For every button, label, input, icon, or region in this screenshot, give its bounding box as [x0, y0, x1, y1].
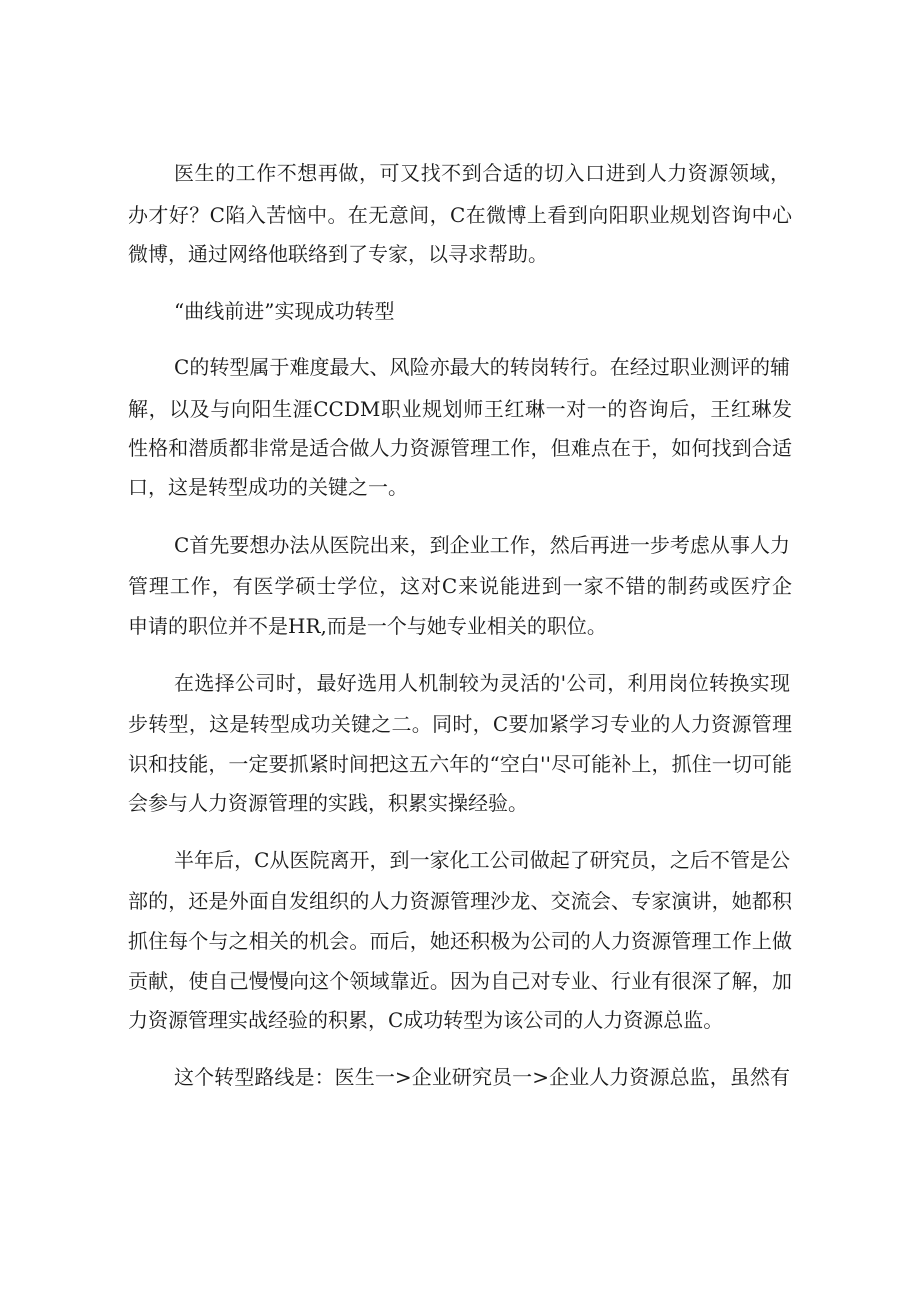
section-heading: “曲线前进”实现成功转型: [174, 299, 395, 323]
paragraph-5-line-2: 部的，还是外面自发组织的人力资源管理沙龙、交流会、专家演讲，她都积: [128, 889, 792, 913]
paragraph-2-line-2: 解，以及与向阳生涯CCDM职业规划师王红琳一对一的咨询后，王红琳发: [128, 397, 792, 421]
paragraph-4-line-3: 识和技能，一定要抓紧时间把这五六年的“空白''尽可能补上，抓住一切可能: [128, 752, 792, 776]
paragraph-2-line-3: 性格和潜质都非常是适合做人力资源管理工作，但难点在于，如何找到合适: [128, 436, 792, 460]
paragraph-1-line-3: 微博，通过网络他联络到了专家，以寻求帮助。: [128, 242, 548, 266]
paragraph-5-line-5: 力资源管理实战经验的积累，C成功转型为该公司的人力资源总监。: [128, 1008, 724, 1032]
paragraph-2-line-4: 口，这是转型成功的关键之一。: [128, 475, 408, 499]
paragraph-5-line-4: 贡献，使自己慢慢向这个领域靠近。因为自己对专业、行业有很深了解，加: [128, 969, 792, 993]
paragraph-1-line-1: 医生的工作不想再做，可又找不到合适的切入口进到人力资源领域，: [174, 161, 790, 185]
paragraph-5-line-1: 半年后，C从医院离开，到一家化工公司做起了研究员，之后不管是公: [174, 848, 790, 872]
paragraph-1-line-2: 办才好？C陷入苦恼中。在无意间，C在微博上看到向阳职业规划咨询中心: [128, 203, 792, 227]
paragraph-6-line-1: 这个转型路线是：医生一>企业研究员一>企业人力资源总监，虽然有: [174, 1065, 790, 1089]
paragraph-5-line-3: 抓住每个与之相关的机会。而后，她还积极为公司的人力资源管理工作上做: [128, 929, 792, 953]
paragraph-4-line-4: 会参与人力资源管理的实践，积累实操经验。: [128, 791, 528, 815]
paragraph-3-line-2: 管理工作，有医学硕士学位，这对C来说能进到一家不错的制药或医疗企: [128, 574, 792, 598]
paragraph-4-line-1: 在选择公司时，最好选用人机制较为灵活的'公司，利用岗位转换实现: [174, 671, 790, 695]
paragraph-3-line-1: C首先要想办法从医院出来，到企业工作，然后再进一步考虑从事人力: [174, 533, 790, 557]
paragraph-2-line-1: C的转型属于难度最大、风险亦最大的转岗转行。在经过职业测评的辅: [174, 355, 790, 379]
paragraph-3-line-3: 申请的职位并不是HR,而是一个与她专业相关的职位。: [128, 614, 607, 638]
paragraph-4-line-2: 步转型，这是转型成功关键之二。同时，C要加紧学习专业的人力资源管理: [128, 712, 792, 736]
